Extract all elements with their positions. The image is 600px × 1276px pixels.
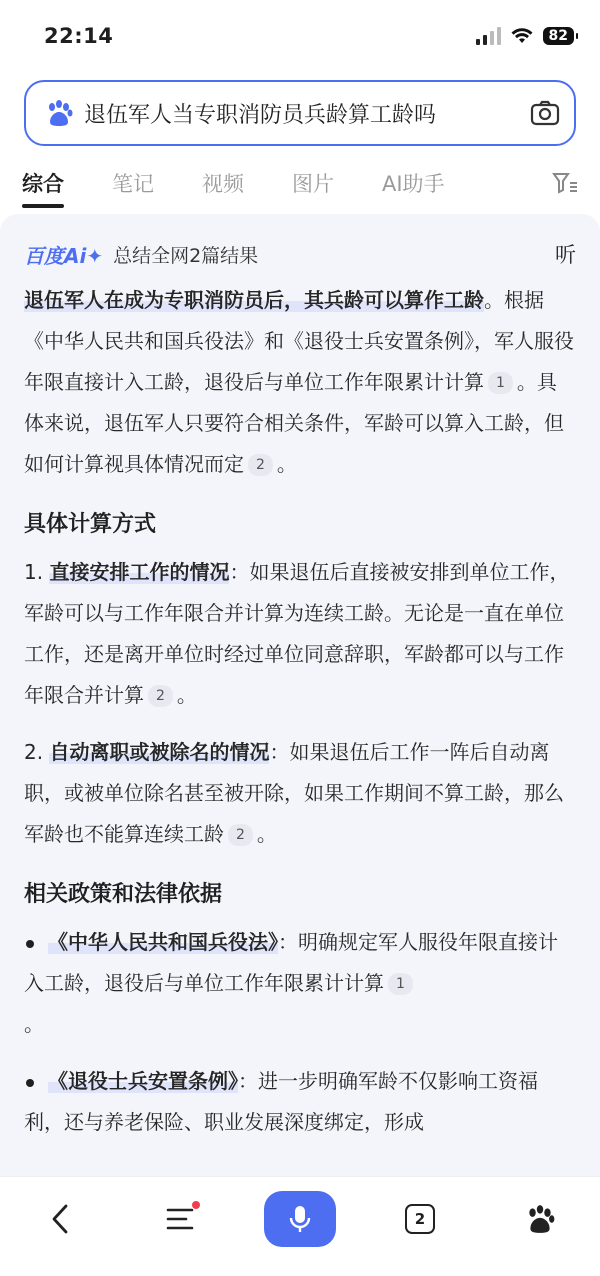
bullet-text: ：进一步明确军龄不仅影响工资福利，还与养老保险、职业发展深度绑定，形成	[24, 1069, 538, 1134]
item-highlight: 自动离职或被除名的情况	[49, 740, 270, 764]
menu-icon	[166, 1207, 194, 1231]
back-button[interactable]	[24, 1191, 96, 1247]
bullet-highlight: 《中华人民共和国兵役法》	[48, 930, 278, 954]
item-number: 2.	[24, 740, 44, 764]
voice-input-button[interactable]	[264, 1191, 336, 1247]
intro-text-2: 。具体来说，退伍军人只要符合相关条件，军龄可以算入工龄，但如何计算视具体情况而定	[24, 370, 564, 476]
tabs-button[interactable]	[384, 1191, 456, 1247]
section-title-calculation: 具体计算方式	[24, 512, 157, 537]
list-item	[24, 552, 576, 716]
notification-dot	[192, 1201, 200, 1209]
baidu-paw-icon	[44, 98, 74, 128]
baidu-ai-logo: 百度Ai✦	[24, 243, 104, 268]
filter-icon[interactable]	[552, 171, 578, 195]
baidu-paw-icon	[524, 1203, 556, 1235]
item-end: 。	[176, 683, 197, 707]
tab-all[interactable]: 综合	[22, 168, 64, 198]
camera-icon[interactable]	[530, 100, 560, 126]
chevron-left-icon	[50, 1203, 70, 1235]
baidu-home-button[interactable]	[504, 1191, 576, 1247]
bullet-item	[24, 1061, 576, 1143]
bullet-item	[24, 922, 576, 1045]
wifi-icon	[511, 28, 533, 44]
item-text: ：如果退伍后直接被安排到单位工作，军龄可以与工作年限合并计算为连续工龄。无论是一直在单位工作，还是离开单位时经过单位同意辞职，军龄都可以与工作年限合并计算	[24, 560, 570, 707]
bullet-end: 。	[24, 1012, 44, 1036]
tab-notes[interactable]: 笔记	[112, 172, 154, 196]
ai-answer-card	[0, 214, 600, 1176]
status-icons	[476, 27, 574, 45]
item-text: ：如果退伍后工作一阵后自动离职，或被单位除名甚至被开除，如果工作期间不算工龄，那么军龄也不能算连续工龄	[24, 740, 564, 846]
list-item	[24, 732, 576, 855]
intro-end: 。	[276, 452, 297, 476]
ai-summary-label: 总结全网2篇结果	[113, 244, 259, 267]
tab-ai-assistant[interactable]: AI助手	[382, 172, 445, 196]
result-tabs	[0, 152, 600, 214]
status-bar	[0, 0, 600, 72]
tab-video[interactable]: 视频	[202, 172, 244, 196]
section-title-policy: 相关政策和法律依据	[24, 882, 223, 907]
battery-indicator: 82	[543, 27, 574, 45]
citation-badge[interactable]: 2	[248, 454, 273, 476]
search-query[interactable]: 退伍军人当专职消防员兵龄算工龄吗	[84, 102, 437, 128]
bullet-dot	[26, 940, 34, 948]
citation-badge[interactable]: 1	[388, 973, 413, 995]
signal-icon	[476, 27, 501, 45]
microphone-icon	[289, 1204, 311, 1234]
tab-images[interactable]: 图片	[292, 172, 334, 196]
search-bar[interactable]	[24, 80, 576, 146]
citation-badge[interactable]: 2	[148, 685, 173, 707]
bullet-text: ：明确规定军人服役年限直接计入工龄，退役后与单位工作年限累计计算	[24, 930, 558, 995]
item-number: 1.	[24, 560, 44, 584]
item-end: 。	[256, 822, 277, 846]
ai-header	[24, 234, 576, 274]
listen-button[interactable]: 听	[555, 243, 576, 267]
citation-badge[interactable]: 2	[228, 824, 253, 846]
tab-count: 2	[405, 1204, 435, 1234]
bottom-nav	[0, 1176, 600, 1276]
citation-badge[interactable]: 1	[488, 372, 513, 394]
intro-highlight: 退伍军人在成为专职消防员后，其兵龄可以算作工龄	[24, 288, 484, 312]
bullet-dot	[26, 1079, 34, 1087]
menu-button[interactable]	[144, 1191, 216, 1247]
intro-paragraph	[24, 280, 576, 485]
status-time: 22:14	[44, 24, 114, 48]
bullet-highlight: 《退役士兵安置条例》	[48, 1069, 238, 1093]
item-highlight: 直接安排工作的情况	[49, 560, 230, 584]
intro-text-1: 。根据《中华人民共和国兵役法》和《退役士兵安置条例》，军人服役年限直接计入工龄，退役后与单位工作年限累计计算	[24, 288, 574, 394]
